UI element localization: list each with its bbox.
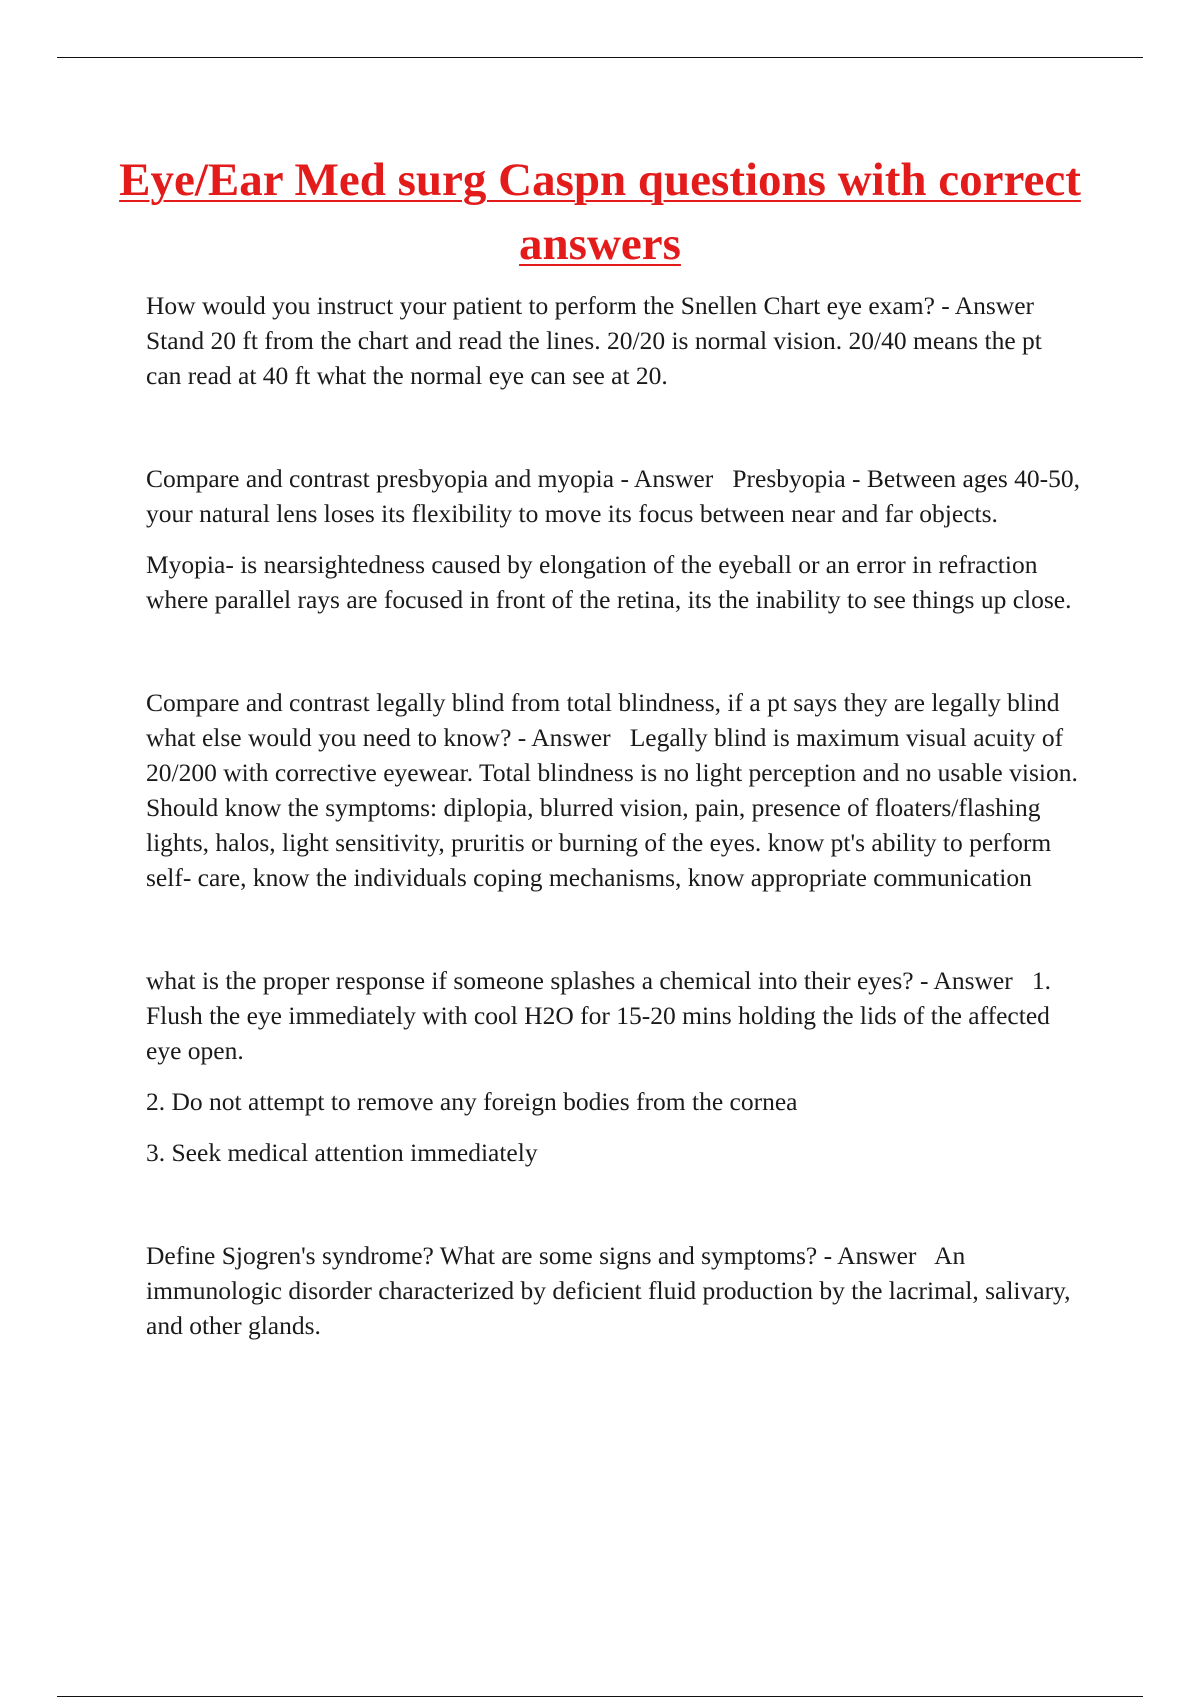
- qa-chemical-step-2: 2. Do not attempt to remove any foreign bodies from the cornea: [146, 1087, 798, 1116]
- bottom-rule: [57, 1696, 1143, 1697]
- document-title: Eye/Ear Med surg Caspn questions with correct answers: [119, 154, 1081, 270]
- qa-legally-blind: Compare and contrast legally blind from total blindness, if a pt says they are legally blind what else would you need to know? - Answer Legally blind is maximum visual acuity of 20/200 with corrective eyewear. Total blindness is no light perception and no usable vision. Should know the symptoms: diplopia, blurred vision, pain, presence of floaters/flashing lights, halos, light sensitivity, pruritis or burning of the eyes. know pt's ability to perform self- care, know the individuals coping mechanisms, know appropriate communication: [146, 688, 1085, 892]
- qa-sjogrens: Define Sjogren's syndrome? What are some signs and symptoms? - Answer An immunologic disorder characterized by deficient fluid production by the lacrimal, salivary, and other glands.: [146, 1241, 1077, 1340]
- document-body: [146, 288, 1087, 1343]
- top-rule: [57, 57, 1143, 58]
- qa-snellen: How would you instruct your patient to perform the Snellen Chart eye exam? - Answer Stand 20 ft from the chart and read the lines. 20/20 is normal vision. 20/40 means the pt can read at 40 ft what the normal eye can see at 20.: [146, 291, 1054, 390]
- qa-chemical-splash: what is the proper response if someone splashes a chemical into their eyes? - Answer 1. Flush the eye immediately with cool H2O for 15-20 mins holding the lids of the affected eye open.: [146, 966, 1058, 1065]
- qa-chemical-step-3: 3. Seek medical attention immediately: [146, 1138, 538, 1167]
- qa-presbyopia-myopia: Compare and contrast presbyopia and myopia - Answer Presbyopia - Between ages 40-50, your natural lens loses its flexibility to move its focus between near and far objects.: [146, 464, 1087, 528]
- qa-myopia-definition: Myopia- is nearsightedness caused by elongation of the eyeball or an error in refraction where parallel rays are focused in front of the retina, its the inability to see things up close.: [146, 550, 1072, 614]
